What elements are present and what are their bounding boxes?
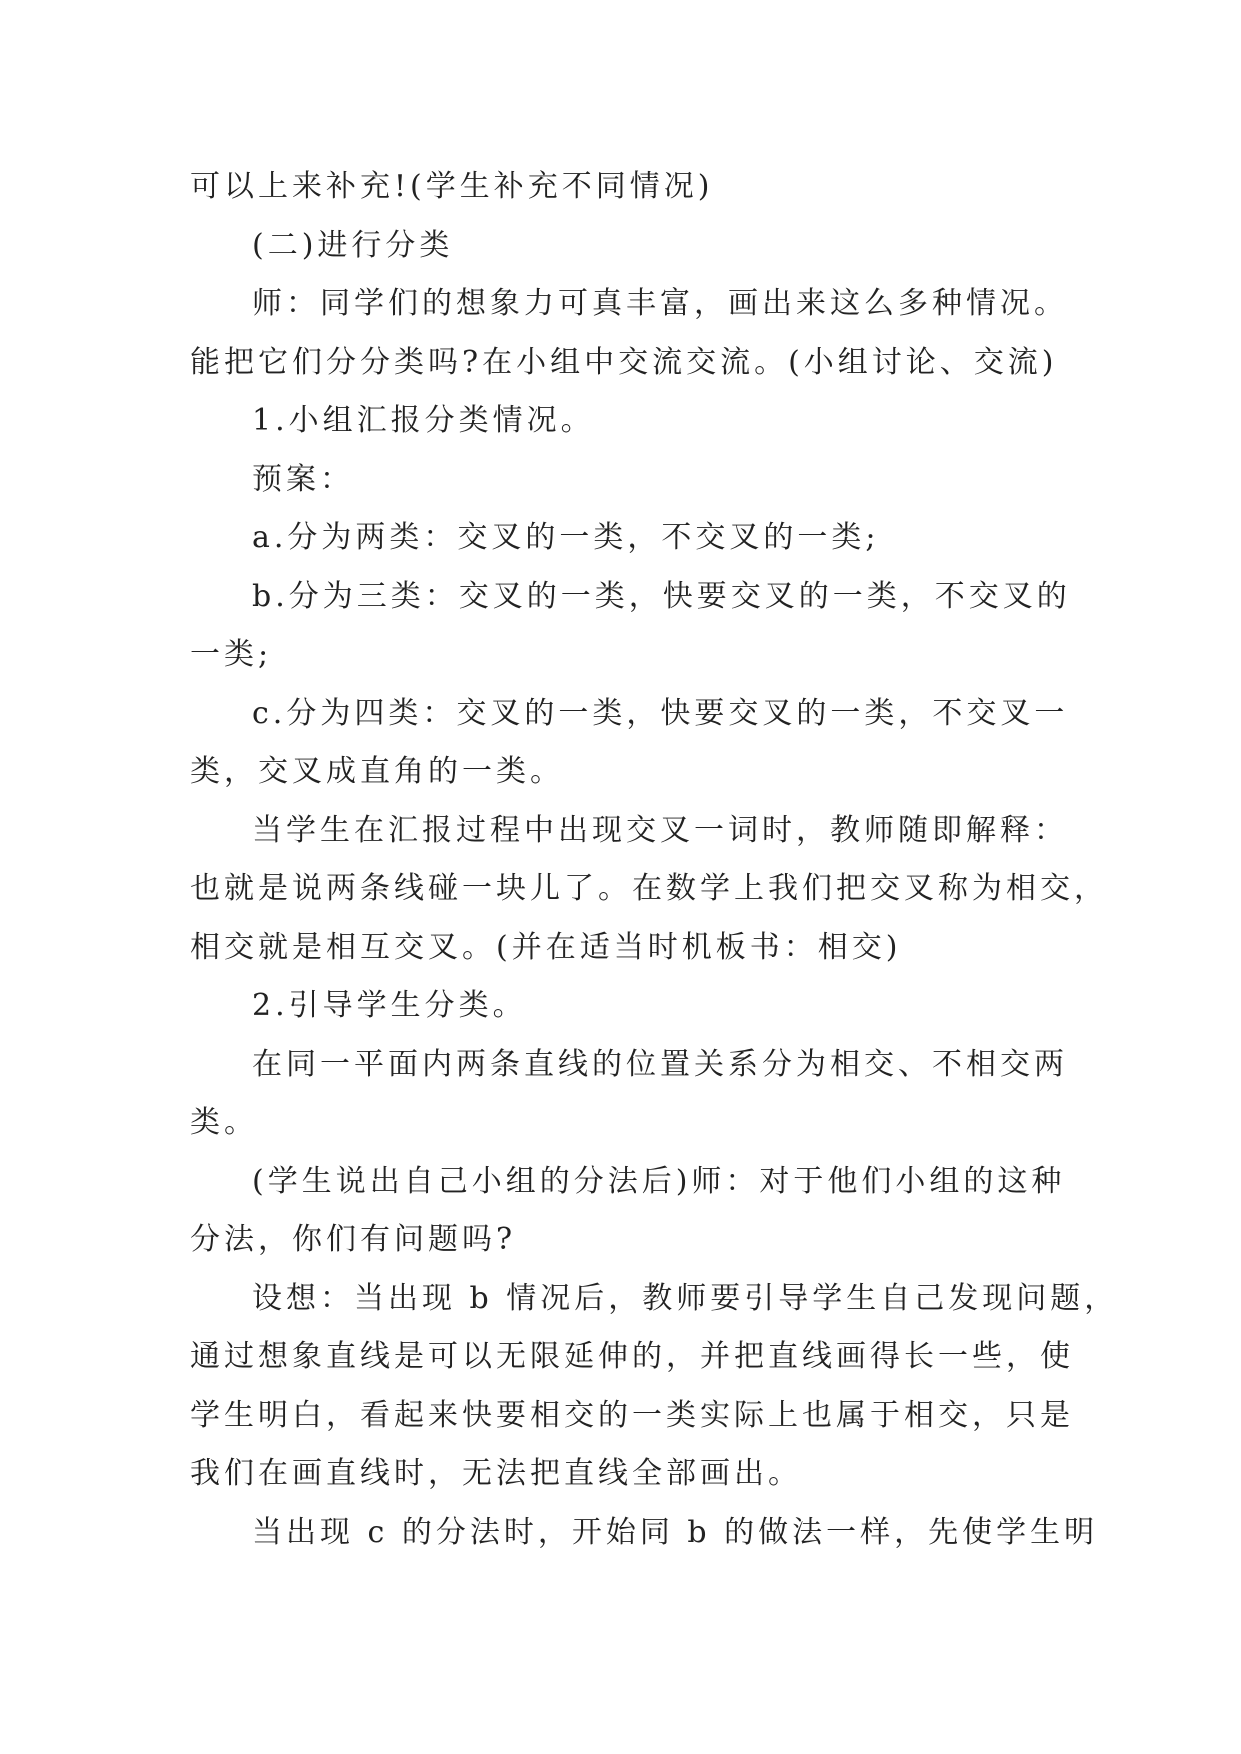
text-line: 当学生在汇报过程中出现交叉一词时，教师随即解释： (252, 812, 1068, 848)
text-line: 2.引导学生分类。 (252, 988, 527, 1023)
text-line: 相交就是相互交叉。(并在适当时机板书：相交) (190, 929, 902, 965)
text-line: 通过想象直线是可以无限延伸的，并把直线画得长一些，使 (190, 1339, 1074, 1374)
text-line: b.分为三类：交叉的一类，快要交叉的一类，不交叉的 (252, 578, 1071, 614)
text-line: 预案： (252, 461, 354, 497)
text-line: c.分为四类：交叉的一类，快要交叉的一类，不交叉一 (252, 695, 1069, 731)
text-line: 分法，你们有问题吗? (190, 1222, 517, 1257)
document-body (190, 158, 1119, 1562)
text-line: 设想：当出现 b 情况后，教师要引导学生自己发现问题， (252, 1280, 1119, 1316)
text-line: 当出现 c 的分法时，开始同 b 的做法一样，先使学生明 (252, 1514, 1099, 1550)
text-line: a.分为两类：交叉的一类，不交叉的一类; (252, 520, 880, 555)
text-line: 可以上来补充!(学生补充不同情况) (190, 169, 714, 204)
text-line: 一类; (190, 637, 273, 672)
text-line: 在同一平面内两条直线的位置关系分为相交、不相交两 (252, 1046, 1068, 1082)
text-line: (二)进行分类 (252, 227, 454, 263)
text-line: 类。 (190, 1105, 258, 1140)
text-line: 师：同学们的想象力可真丰富，画出来这么多种情况。 (252, 286, 1068, 321)
text-line: 1.小组汇报分类情况。 (252, 403, 595, 438)
text-line: 学生明白，看起来快要相交的一类实际上也属于相交，只是 (190, 1397, 1074, 1433)
text-line: 也就是说两条线碰一块儿了。在数学上我们把交叉称为相交， (190, 871, 1108, 906)
text-line: 能把它们分分类吗?在小组中交流交流。(小组讨论、交流) (190, 344, 1058, 380)
text-line: 我们在画直线时，无法把直线全部画出。 (190, 1456, 802, 1491)
text-line: 类，交叉成直角的一类。 (190, 754, 564, 789)
text-line: (学生说出自己小组的分法后)师：对于他们小组的这种 (252, 1163, 1066, 1199)
